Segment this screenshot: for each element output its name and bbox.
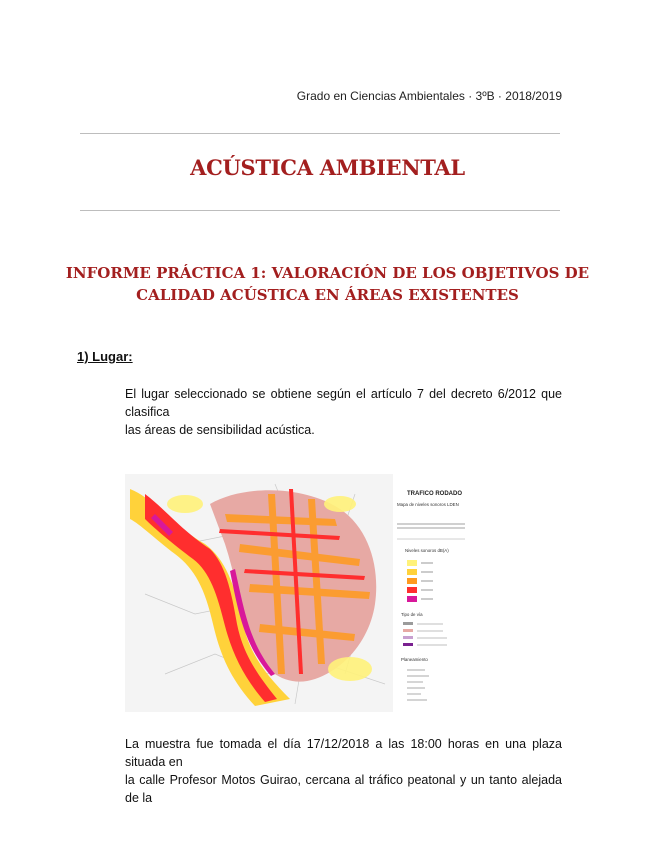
paragraph-sample (125, 735, 562, 807)
map-title: TRAFICO RODADO (407, 491, 462, 497)
paragraph-intro (125, 385, 562, 439)
legend-swatch-2 (407, 569, 417, 575)
subtitle-line-1: INFORME PRÁCTICA 1: VALORACIÓN DE LOS OBJETIVOS DE (65, 264, 590, 282)
paragraph-sample-line-1: La muestra fue tomada el día 17/12/2018 a las 18:00 horas en una plaza situada en (125, 737, 562, 769)
subtitle-line-2: CALIDAD ACÚSTICA EN ÁREAS EXISTENTES (136, 286, 519, 304)
legend-swatch-3 (407, 578, 417, 584)
legend-swatch-5 (407, 596, 417, 602)
bottom-divider (80, 210, 560, 211)
legend-heading-plan: Planeamiento (401, 657, 428, 662)
section-heading-lugar: 1) Lugar: (77, 349, 133, 364)
paragraph-sample-line-2: la calle Profesor Motos Guirao, cercana al tráfico peatonal y un tanto alejada de la (125, 773, 562, 805)
top-divider (80, 133, 560, 134)
legend-heading-levels: Niveles sonoros dB(A) (405, 548, 449, 553)
paragraph-intro-line-2: las áreas de sensibilidad acústica. (125, 423, 315, 437)
legend-swatch-1 (407, 560, 417, 566)
noise-map-svg (125, 474, 470, 712)
course-header: Grado en Ciencias Ambientales · 3ºB · 2018/2019 (296, 89, 562, 103)
legend-swatch-4 (407, 587, 417, 593)
map-subtitle: Mapa de niveles sonoros LDEN (397, 502, 459, 507)
noise-map-figure (125, 474, 470, 712)
report-subtitle (0, 262, 655, 306)
paragraph-intro-line-1: El lugar seleccionado se obtiene según el artículo 7 del decreto 6/2012 que clasifica (125, 387, 562, 419)
page-title: ACÚSTICA AMBIENTAL (190, 155, 465, 180)
legend-heading-roads: Tipo de vía (401, 612, 423, 617)
map-panel (125, 474, 393, 712)
